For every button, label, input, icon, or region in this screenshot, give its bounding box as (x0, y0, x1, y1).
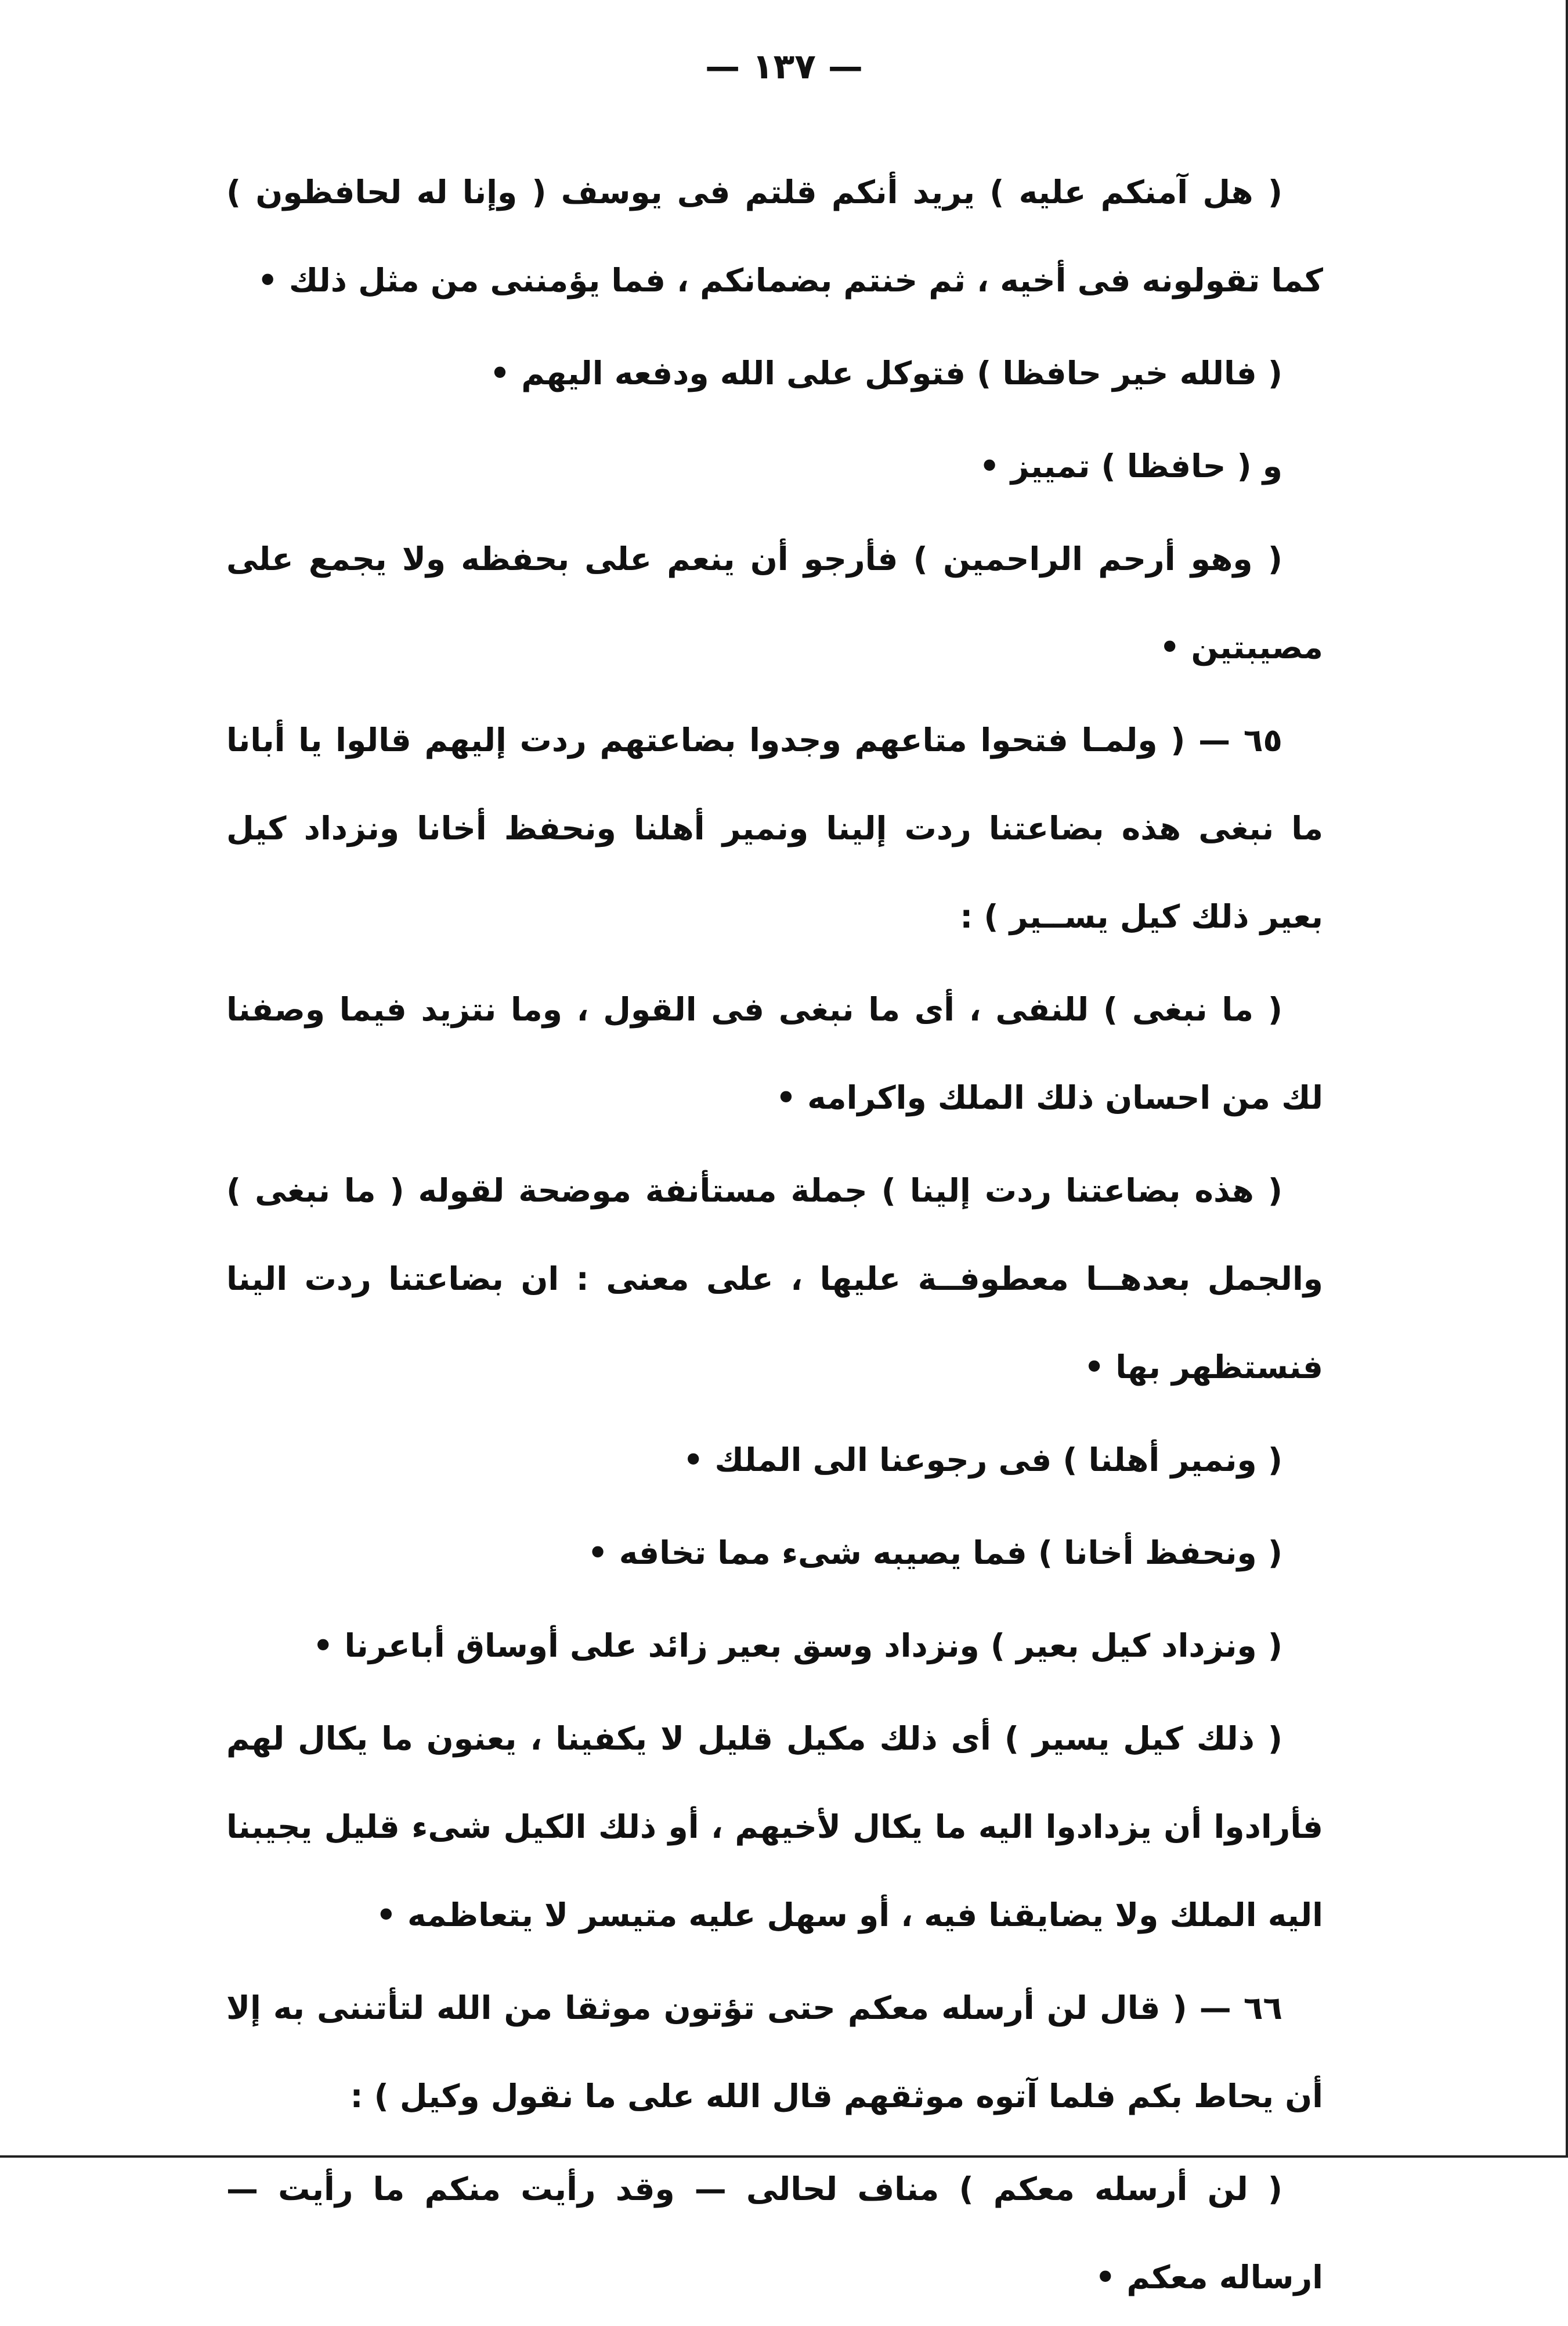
paragraph-verse-commentary-5: ( هذه بضاعتنا ردت إلينا ) جملة مستأنفة موضحة لقوله ( ما نبغى ) والجمل بعدهــا معطوفــة عليها ، على معنى : ان بضاعتنا ردت الينا فنستظهر بها • (226, 1172, 1323, 1386)
paragraph-verse-commentary-6: ( ونمير أهلنا ) فى رجوعنا الى الملك • (683, 1441, 1282, 1478)
paragraph-grammar-note: و ( حافظا ) تمييز • (979, 448, 1282, 485)
paragraph-verse-commentary-2: ( فالله خير حافظا ) فتوكل على الله ودفعه اليهم • (489, 355, 1282, 392)
page-body (226, 148, 1323, 2326)
paragraph-verse-66: ٦٦ — ( قال لن أرسله معكم حتى تؤتون موثقا من الله لتأتننى به إلا أن يحاط بكم فلما آتوه موثقهم قال الله على ما نقول وكيل ) : (226, 1989, 1323, 2115)
paragraph-verse-commentary-7: ( ونحفظ أخانا ) فما يصيبه شىء مما تخافه • (587, 1534, 1282, 1571)
paragraph-verse-commentary-1: ( هل آمنكم عليه ) يريد أنكم قلتم فى يوسف ( وإنا له لحافظون ) كما تقولونه فى أخيه ، ثم خنتم بضمانكم ، فما يؤمننى من مثل ذلك • (226, 174, 1323, 299)
paragraph-verse-commentary-4: ( ما نبغى ) للنفى ، أى ما نبغى فى القول ، وما نتزيد فيما وصفنا لك من احسان ذلك الملك واكرامه • (226, 991, 1323, 1116)
paragraph-verse-commentary-10: ( لن أرسله معكم ) مناف لحالى — وقد رأيت منكم ما رأيت — ارساله معكم • (226, 2170, 1323, 2296)
scan-edge-right (1566, 0, 1568, 2158)
scan-edge-bottom (0, 2155, 1568, 2158)
paragraph-verse-commentary-3: ( وهو أرحم الراحمين ) فأرجو أن ينعم على بحفظه ولا يجمع على مصيبتين • (226, 540, 1323, 666)
paragraph-verse-commentary-9: ( ذلك كيل يسير ) أى ذلك مكيل قليل لا يكفينا ، يعنون ما يكال لهم فأرادوا أن يزدادوا اليه ما يكال لأخيهم ، أو ذلك الكيل شىء قليل يجيبنا اليه الملك ولا يضايقنا فيه ، أو سهل عليه متيسر لا يتعاظمه • (226, 1720, 1323, 1934)
paragraph-verse-commentary-8: ( ونزداد كيل بعير ) ونزداد وسق بعير زائد على أوساق أباعرنا • (313, 1627, 1282, 1664)
paragraph-verse-65: ٦٥ — ( ولمـا فتحوا متاعهم وجدوا بضاعتهم ردت إليهم قالوا يا أبانا ما نبغى هذه بضاعتنا ردت إلينا ونمير أهلنا ونحفظ أخانا ونزداد كيل بعير ذلك كيل يســير ) : (226, 722, 1323, 935)
page-number: — ١٣٧ — (705, 46, 863, 87)
